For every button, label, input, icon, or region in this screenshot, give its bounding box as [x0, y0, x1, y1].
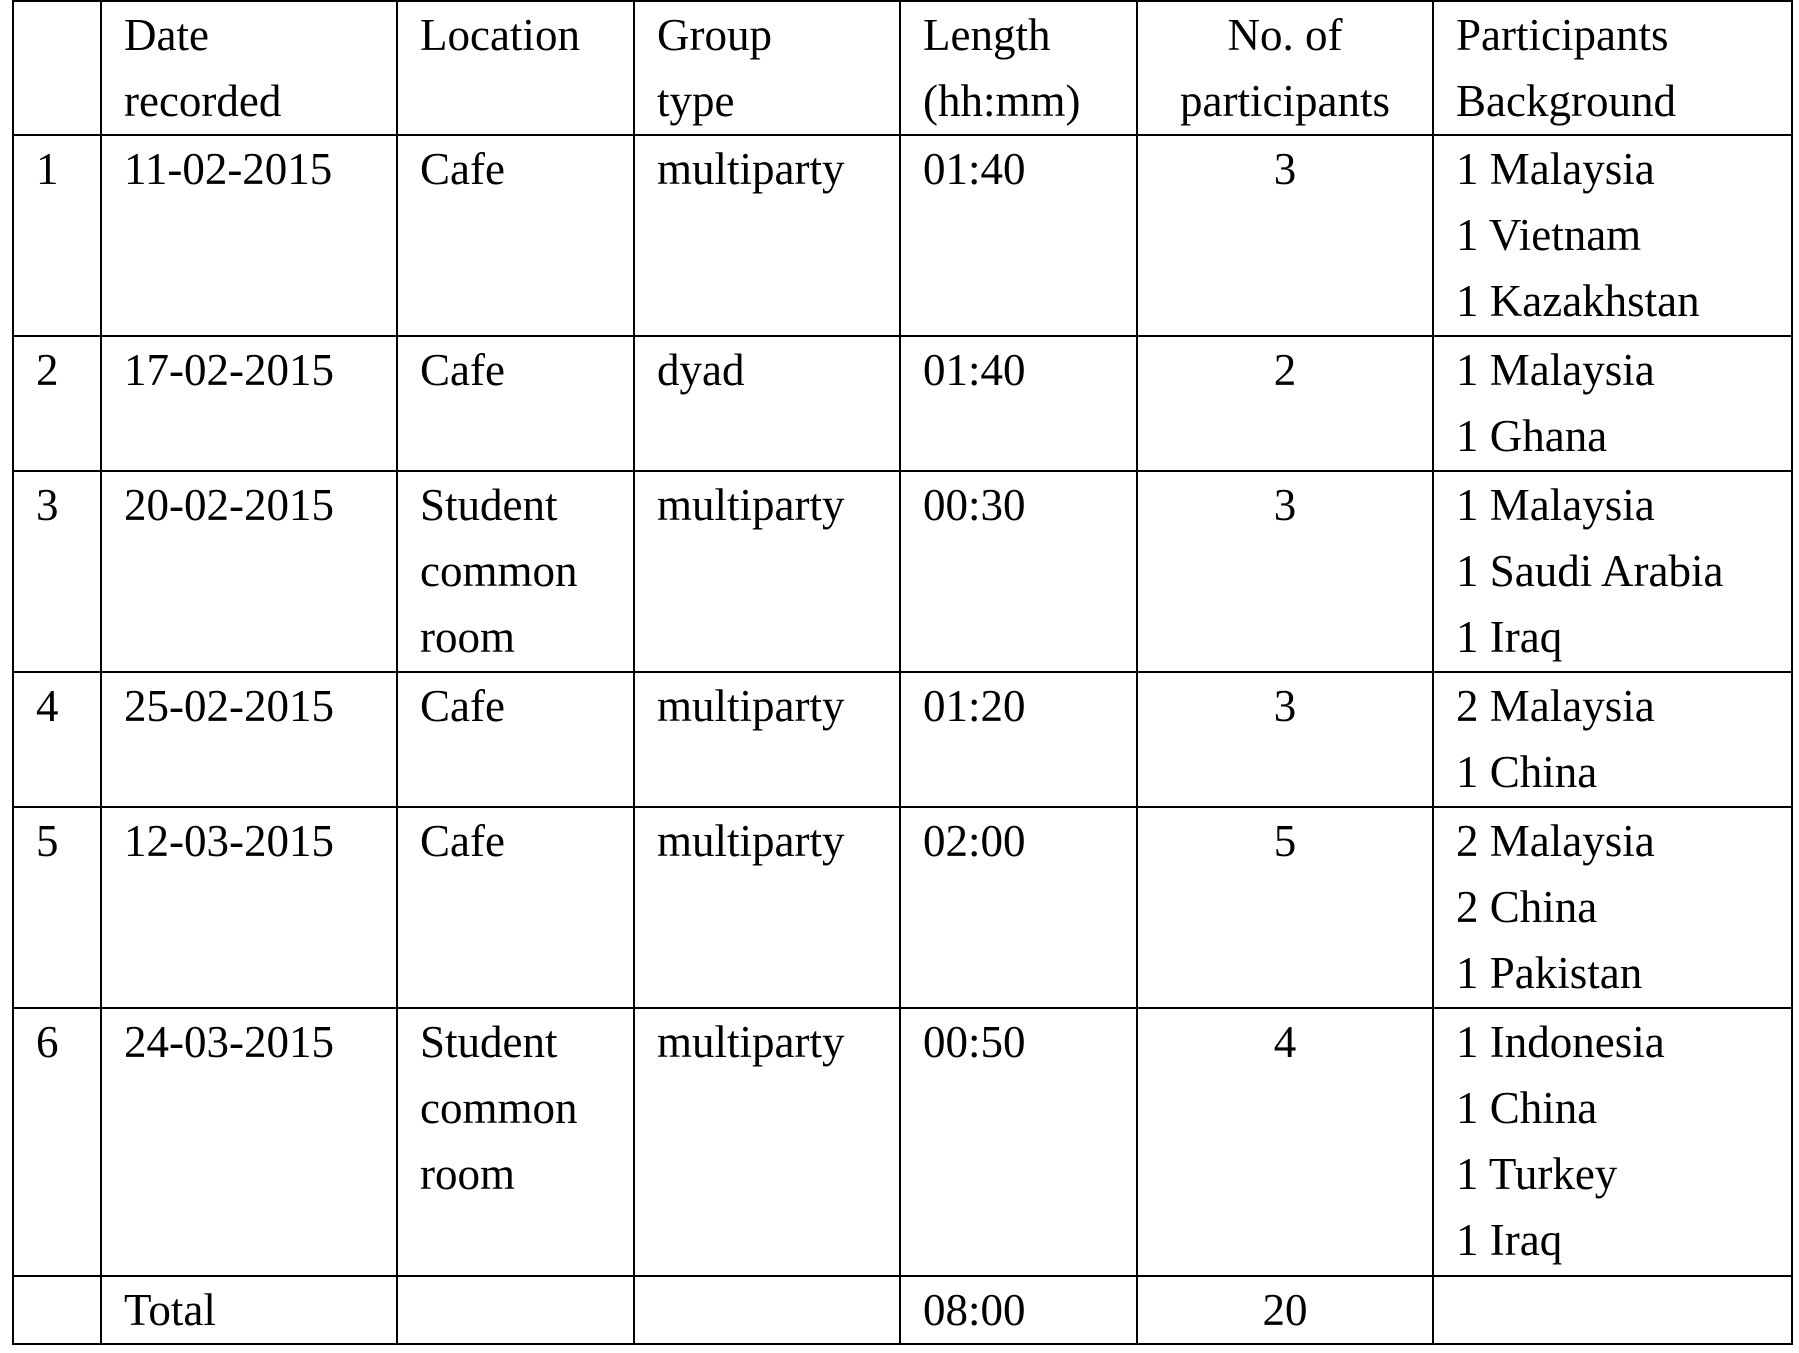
length-cell: 02:00 — [900, 807, 1137, 1008]
background-cell-line: 1 Kazakhstan — [1456, 276, 1700, 326]
length-cell: 00:30 — [900, 471, 1137, 672]
column-header-line: (hh:mm) — [923, 76, 1081, 126]
background-cell — [1433, 807, 1792, 1008]
background-cell-line: 1 Turkey — [1456, 1149, 1618, 1199]
background-cell — [1433, 471, 1792, 672]
row-index-cell: 2 — [13, 336, 101, 471]
background-cell-line: 1 Malaysia — [1456, 480, 1655, 530]
location-cell — [397, 336, 634, 471]
group-type-cell: multiparty — [634, 471, 900, 672]
table-row — [13, 1008, 1792, 1276]
row-index-cell: 5 — [13, 807, 101, 1008]
background-cell — [1433, 336, 1792, 471]
participant-count-cell: 2 — [1137, 336, 1433, 471]
date-cell: 25-02-2015 — [101, 672, 397, 807]
background-cell — [1433, 672, 1792, 807]
length-cell: 01:20 — [900, 672, 1137, 807]
column-header-background — [1433, 1, 1792, 135]
header-row — [13, 1, 1792, 135]
column-header-line: Participants — [1456, 10, 1669, 60]
column-header-line: Location — [420, 10, 580, 60]
date-cell: 20-02-2015 — [101, 471, 397, 672]
length-cell: 01:40 — [900, 336, 1137, 471]
location-cell-line: Cafe — [420, 681, 505, 731]
total-background-cell — [1433, 1276, 1792, 1344]
date-cell: 12-03-2015 — [101, 807, 397, 1008]
table-row — [13, 471, 1792, 672]
total-index-cell — [13, 1276, 101, 1344]
participant-count-cell: 4 — [1137, 1008, 1433, 1276]
column-header-line: Length — [923, 10, 1051, 60]
table-footer — [13, 1276, 1792, 1344]
total-length-cell: 08:00 — [900, 1276, 1137, 1344]
background-cell — [1433, 1008, 1792, 1276]
background-cell-line: 1 Iraq — [1456, 612, 1563, 662]
group-type-cell: multiparty — [634, 672, 900, 807]
table-row — [13, 135, 1792, 336]
table-row — [13, 807, 1792, 1008]
length-cell: 00:50 — [900, 1008, 1137, 1276]
background-cell-line: 1 Malaysia — [1456, 144, 1655, 194]
location-cell-line: room — [420, 612, 515, 662]
participant-count-cell: 3 — [1137, 471, 1433, 672]
column-header-index — [13, 1, 101, 135]
background-cell-line: 1 Iraq — [1456, 1215, 1563, 1265]
table-body — [13, 135, 1792, 1276]
location-cell-line: Student — [420, 1017, 558, 1067]
location-cell — [397, 672, 634, 807]
background-cell-line: 1 China — [1456, 747, 1598, 797]
background-cell-line: 1 Vietnam — [1456, 210, 1642, 260]
location-cell-line: Cafe — [420, 144, 505, 194]
location-cell-line: Cafe — [420, 345, 505, 395]
row-index-cell: 3 — [13, 471, 101, 672]
column-header-count — [1137, 1, 1433, 135]
date-cell: 11-02-2015 — [101, 135, 397, 336]
location-cell — [397, 1008, 634, 1276]
group-type-cell: multiparty — [634, 807, 900, 1008]
background-cell — [1433, 135, 1792, 336]
location-cell — [397, 807, 634, 1008]
background-cell-line: 1 China — [1456, 1083, 1598, 1133]
background-cell-line: 1 Ghana — [1456, 411, 1608, 461]
background-cell-line: 1 Indonesia — [1456, 1017, 1665, 1067]
column-header-line: participants — [1180, 76, 1390, 126]
group-type-cell: multiparty — [634, 1008, 900, 1276]
total-count-cell: 20 — [1137, 1276, 1433, 1344]
background-cell-line: 2 China — [1456, 882, 1598, 932]
background-cell-line: 1 Malaysia — [1456, 345, 1655, 395]
row-index-cell: 6 — [13, 1008, 101, 1276]
location-cell-line: common — [420, 1083, 578, 1133]
column-header-line: recorded — [124, 76, 282, 126]
column-header-line: Background — [1456, 76, 1676, 126]
row-index-cell: 4 — [13, 672, 101, 807]
column-header-group — [634, 1, 900, 135]
column-header-location — [397, 1, 634, 135]
date-cell: 17-02-2015 — [101, 336, 397, 471]
location-cell — [397, 471, 634, 672]
column-header-line: No. of — [1227, 10, 1343, 60]
table-row — [13, 336, 1792, 471]
participant-count-cell: 5 — [1137, 807, 1433, 1008]
location-cell-line: Cafe — [420, 816, 505, 866]
participant-count-cell: 3 — [1137, 135, 1433, 336]
group-type-cell: dyad — [634, 336, 900, 471]
column-header-line: Date — [124, 10, 209, 60]
total-label-cell: Total — [101, 1276, 397, 1344]
background-cell-line: 2 Malaysia — [1456, 681, 1655, 731]
column-header-length — [900, 1, 1137, 135]
total-row — [13, 1276, 1792, 1344]
location-cell-line: Student — [420, 480, 558, 530]
participant-count-cell: 3 — [1137, 672, 1433, 807]
table-header — [13, 1, 1792, 135]
total-location-cell — [397, 1276, 634, 1344]
length-cell: 01:40 — [900, 135, 1137, 336]
total-group-cell — [634, 1276, 900, 1344]
location-cell-line: common — [420, 546, 578, 596]
background-cell-line: 2 Malaysia — [1456, 816, 1655, 866]
column-header-line: type — [657, 76, 735, 126]
group-type-cell: multiparty — [634, 135, 900, 336]
date-cell: 24-03-2015 — [101, 1008, 397, 1276]
location-cell — [397, 135, 634, 336]
table-row — [13, 672, 1792, 807]
row-index-cell: 1 — [13, 135, 101, 336]
location-cell-line: room — [420, 1149, 515, 1199]
background-cell-line: 1 Pakistan — [1456, 948, 1643, 998]
column-header-date — [101, 1, 397, 135]
recordings-table — [12, 0, 1793, 1345]
background-cell-line: 1 Saudi Arabia — [1456, 546, 1724, 596]
column-header-line: Group — [657, 10, 772, 60]
